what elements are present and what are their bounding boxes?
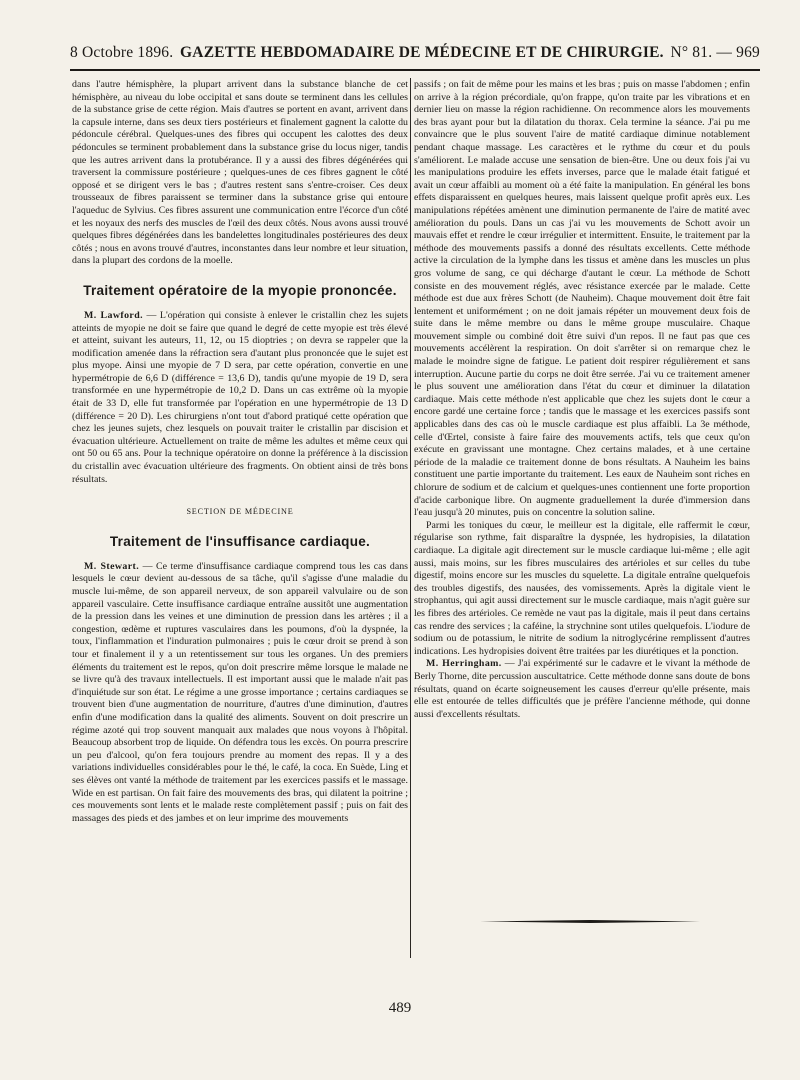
author-name: M. Lawford.	[84, 309, 143, 321]
ornamental-end-rule	[480, 920, 700, 923]
article-heading-myopie: Traitement opératoire de la myopie prononcée.	[83, 282, 397, 298]
paragraph: Parmi les toniques du cœur, le meilleur est la digitale, elle raffermit le cœur, régularise son rythme, fait disparaître la dyspnée, les hydropisies, la dilatation cardiaque. La digitale agit directement sur le muscle cardiaque lui-même ; elle agit aussi, mais moins, sur les fibres musculaires des artérioles et sur celles du tube digestif, moins encore sur les muscles du squelette. La digitale entraîne quelquefois des troubles digestifs, des nausées, des vomissements. Après la digitale vient le strophantus, qui agit aussi directement sur le muscle cardiaque, mais n'agit guère sur les fibres des artérioles. Ce remède ne vaut pas la digitale, mais il peut dans certains cas rendre des services ; la caféine, la strychnine sont utiles quelquefois. L'iodure de sodium ou de potassium, le nitrite de sodium la nitroglycérine remplissent d'autres indications. Les hydropisies doivent être traitées par les diurétiques et la ponction.	[414, 519, 750, 657]
paragraph-text: — Ce terme d'insuffisance cardiaque comprend tous les cas dans lesquels le cœur devient au-dessous de sa tâche, qu'il s'agisse d'une maladie du muscle lui-même, de son appareil nerveux, de son appareil valvulaire ou de son appareil vasculaire. Cette insuffisance cardiaque entraîne aussitôt une augmentation de la pression dans les veines et une diminution de pression dans les artères ; il a congestion, œdème et ruptures vasculaires dans les poumons, d'où la dyspnée, la toux, l'inflammation et l'induration pulmonaires ; puis le cœur droit se prend à son tour et finalement il y a un retentissement sur tous les organes. Un des premiers éléments du traitement est le repos, qu'on doit prescrire même lorsque le malade ne se livre qu'à des travaux intellectuels. Il est important aussi que le malade n'ait pas d'inquiétude sur son état. Le régime a une grosse importance ; certains cardiaques se trouvent bien d'une augmentation de nourriture, d'autres d'une diminution, d'autres enfin d'une modification dans la qualité des aliments. Souvent on doit prescrire un régime azoté qui trop souvent manquait aux malades que nous voyons à l'hôpital. Beaucoup absorbent trop de liquide. On défendra tous les excès. On pourra prescrire un peu d'alcool, qu'on fera toujours prendre au moment des repas. Il y a des variations individuelles considérables pour le thé, le café, la coca. En Suède, Ling et ses élèves ont vanté la méthode de traitement par les exercices passifs et le massage. Wide en est partisan. On fait faire des mouvements des bras, qui dilatent la poitrine ; ces mouvements sont lents et le malade reste complètement passif ; puis on fait des massages des pieds et des jambes et on leur imprime des mouvements	[72, 560, 408, 824]
author-name: M. Stewart.	[84, 560, 140, 572]
running-header	[70, 38, 760, 68]
paragraph	[72, 561, 408, 825]
paragraph	[414, 658, 750, 721]
author-name: M. Herringham.	[426, 658, 502, 670]
page-number: 489	[388, 1000, 412, 1016]
right-column	[414, 79, 750, 959]
journal-title: GAZETTE HEBDOMADAIRE DE MÉDECINE ET DE CHIRURGIE.	[180, 44, 664, 61]
paragraph-text: — L'opération qui consiste à enlever le cristallin chez les sujets atteints de myopie ne doit se faire que quand le degré de cette myopie est très élevé et atteint, suivant les auteurs, 11, 12, ou 15 dioptries ; on devra se rappeler que la modification amenée dans la réfraction sera d'autant plus prononcée que le sujet est plus myope. Ainsi une myopie de 7 D sera, par cette opération, convertie en une hypermétropie de 6,6 D (différence = 13,6 D), tandis qu'une myopie de 19 D, sera transformée en une hypermétropie de 10,2 D. Dans un cas extrême où la myopie était de 33 D, elle fut transformée par l'opération en une hypermétropie de 13 D (différence = 20 D). Les chirurgiens n'ont tout d'abord pratiqué cette opération que chez les jeunes sujets, chez lesquels on pouvait traiter le cristallin par discision et évacuation ultérieure. Actuellement on traite de même les adultes et même ceux qui ont 50 ou 65 ans. Pour la technique opératoire on donne la préférence à la discission du cristallin avec évacuation ultérieure des fragments. On obtient ainsi de très bons résultats.	[72, 309, 408, 485]
column-divider	[410, 78, 411, 958]
section-label: SECTION DE MÉDECINE	[186, 507, 294, 517]
issue-number: N° 81. — 969	[670, 44, 760, 61]
paragraph-text: — J'ai expérimenté sur le cadavre et le vivant la méthode de Berly Thorne, dite percussion auscultatrice. Cette méthode donne sans doute de bons résultats, quand on écarte soigneusement les causes d'erreur qu'elle présente, mais elle est entourée de telles difficultés que je préfère l'ancienne méthode, qui donne aussi d'excellents résultats.	[414, 658, 750, 720]
left-column	[72, 79, 408, 959]
paragraph	[72, 310, 408, 486]
article-heading-insuffisance: Traitement de l'insuffisance cardiaque.	[109, 533, 371, 549]
issue-date: 8 Octobre 1896.	[70, 44, 174, 61]
header-rule	[70, 69, 760, 71]
paragraph: passifs ; on fait de même pour les mains et les bras ; puis on masse l'abdomen ; enfin on arrive à la région précordiale, qu'on frappe, qu'on traite par les vibrations et en dernier lieu on masse la région rachidienne. On recommence alors les mouvements des bras ayant pour but la dilatation du thorax. Cela termine la séance. J'ai pu me convaincre que le plus souvent l'aire de matité cardiaque diminue notablement pendant chaque massage. Les caractères et le rythme du cœur et du pouls s'améliorent. Le malade accuse une sensation de bien-être. Une ou deux fois j'ai vu les manipulations produire les effets inverses, parce que le malade était fatigué et avait un cœur affaibli au moment où a été faite la manipulation. En général les bons effets disparaissent en quelques heures, mais laissent quelque profit après eux. Les manipulations répétées amènent une diminution permanente de l'aire de matité avec amélioration du pouls. Dans un cas j'ai vu les mouvements de Schott avoir un mauvais effet et rendre le cœur irrégulier et intermittent. Ensuite, le traitement par la méthode des mouvements passifs a donné des résultats excellents. Cette méthode active la circulation de la lymphe dans les tissus et amène dans les muscles un plus gros volume de sang, ce qui décharge d'autant le cœur. La méthode de Schott consiste en des mouvement réglés, avec résistance exercée par le malade. Cette méthode est due aux frères Schott (de Nauheim). Chaque mouvement doit être fait lentement et uniformément ; on ne doit jamais répéter un mouvement deux fois de suite dans le même membre ou dans le même groupe musculaire. Chaque mouvement simple ou combiné doit être suivi d'un repos. Il ne faut pas que ces mouvements accélèrent la respiration. On doit s'arrêter si on remarque chez le malade le moindre signe de fatigue. Le patient doit respirer régulièrement et sans interruption. Aucune partie du corps ne doit être serrée. J'ai vu ce traitement amener le plus souvent une amélioration dans l'état du cœur et diminuer la dilatation cardiaque. Mais cette méthode n'est applicable que chez les sujets dont le cœur a encore gardé une certaine force ; tandis que le massage et les exercices passifs sont applicables dans des cas où le muscle cardiaque est plus affaibli. La 3e méthode, celle d'Œrtel, consiste à faire faire des mouvements actifs, tels que ceux qu'on exécute en gravissant une montagne. Chez certains malades, et à une certaine période de la maladie ce traitement donne de bons résultats. A Nauheim les bains constituent une partie importante du traitement. Les eaux de Nauheim sont riches en chlorure de sodium et de calcium et quelques-unes contiennent une forte proportion d'acide carbonique libre. On augmente graduellement la durée d'immersion dans l'eau jusqu'à 20 minutes, puis on concentre la solution saline.	[414, 79, 750, 519]
paragraph: dans l'autre hémisphère, la plupart arrivent dans la substance blanche de cet hémisphère, au niveau du lobe occipital et sans doute se terminent dans les cellules de la substance grise de cette région. Mais d'autres se portent en avant, arrivent dans la capsule interne, dans ses deux tiers postérieurs et finalement gagnent la calotte du pédoncule cérébral. Quelques-unes des fibres qui occupent les calottes des deux pédoncules se terminent probablement dans la substance grise du locus niger, tandis que les autres arrivent dans la protubérance. Il y a aussi des fibres dégénérées qui traversent la commissure postérieure ; quelques-unes de ces fibres gagnent le côté opposé et se dirigent vers le bas ; d'autres restent sans s'entre-croiser. Ces deux trousseaux de fibres paraissent se terminer dans la substance grise qui entoure l'aqueduc de Sylvius. Ces fibres assurent une communication entre l'écorce d'un côté et les noyaux des nerfs des muscles de l'œil des deux côtés. Nous avons aussi trouvé quelques fibres dégénérées dans les bandelettes longitudinales postérieures des deux côtés ; nous en avons trouvé d'autres, inconstantes dans leur nombre et leur situation, dans la plupart des cordons de la moelle.	[72, 79, 408, 267]
